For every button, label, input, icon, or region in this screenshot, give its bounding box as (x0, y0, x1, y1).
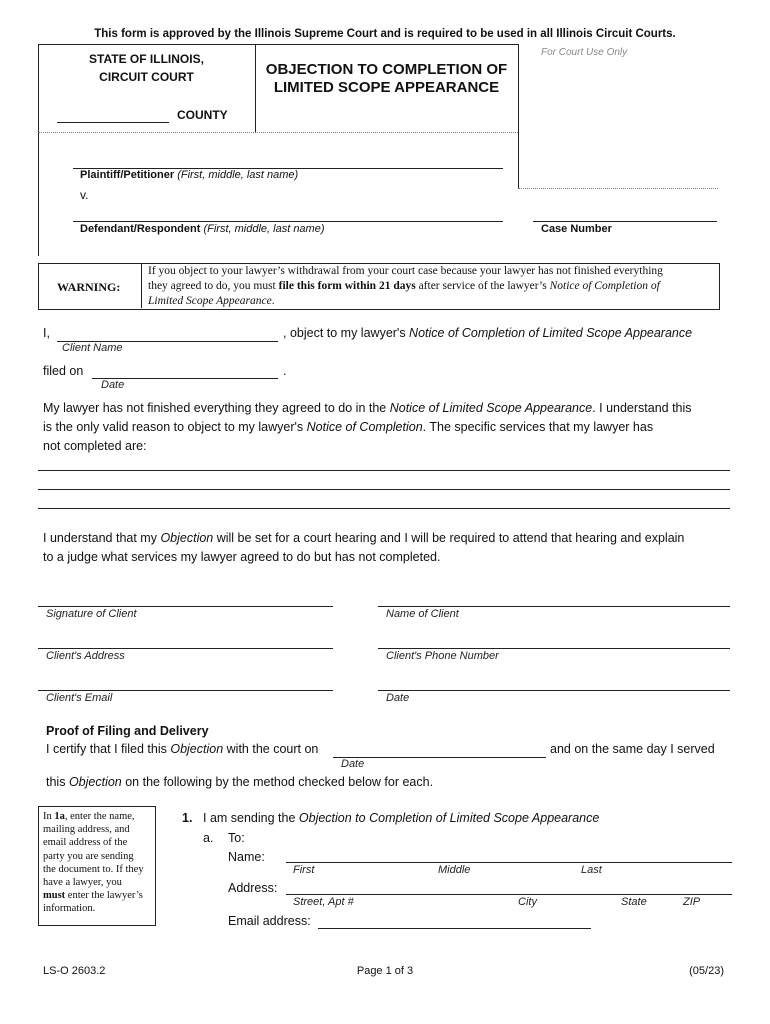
court-label: CIRCUIT COURT (99, 70, 194, 84)
zip-label: ZIP (683, 896, 701, 908)
services-line-3[interactable] (38, 508, 730, 509)
services-line-1[interactable] (38, 470, 730, 471)
signature-label: Signature of Client (46, 608, 137, 620)
form-id: LS-O 2603.2 (43, 965, 106, 977)
services-line-2[interactable] (38, 489, 730, 490)
client-name-label: Client Name (62, 342, 123, 354)
filed-on-label: filed on (43, 364, 84, 378)
sending-text: I am sending the Objection to Completion of Limited Scope Appearance (203, 811, 600, 825)
form-version: (05/23) (689, 965, 724, 977)
item-a-label: a. (203, 831, 214, 845)
page-number: Page 1 of 3 (356, 965, 414, 977)
name-of-client-label: Name of Client (386, 608, 459, 620)
signature-field[interactable] (38, 606, 333, 607)
client-phone-field[interactable] (378, 648, 730, 649)
proof-date-label: Date (341, 758, 365, 770)
item-number-1: 1. (182, 811, 193, 825)
warning-line1: If you object to your lawyer’s withdrawal from your court case because your lawyer has not finished everything (148, 265, 663, 277)
object-text: , object to my lawyer's Notice of Completion of Limited Scope Appearance (283, 326, 693, 340)
case-number-label: Case Number (541, 223, 612, 235)
state-label: State (621, 896, 647, 908)
instructions-box: In 1a, enter the name, mailing address, and email address of the party you are sending the document to. If they have a lawyer, you must enter the lawyer’s information. (38, 806, 156, 926)
client-address-label: Client's Address (46, 650, 125, 662)
form-title-line2: LIMITED SCOPE APPEARANCE (273, 79, 500, 96)
signature-date-label: Date (386, 692, 410, 704)
recipient-address-field[interactable] (286, 894, 732, 895)
para1-line3: not completed are: (43, 439, 147, 453)
county-field[interactable] (57, 122, 169, 123)
to-label: To: (228, 831, 245, 845)
proof-date-field[interactable] (333, 757, 546, 758)
filed-date-label: Date (101, 379, 125, 391)
para1-line1: My lawyer has not finished everything they agreed to do in the Notice of Limited Scope Appearance. I understand this (43, 401, 692, 415)
street-label: Street, Apt # (293, 896, 354, 908)
first-name-label: First (293, 864, 315, 876)
recipient-name-field[interactable] (286, 862, 732, 863)
middle-name-label: Middle (438, 864, 471, 876)
client-address-field[interactable] (38, 648, 333, 649)
para1-line2: is the only valid reason to object to my lawyer's Notice of Completion. The specific services that my lawyer has (43, 420, 654, 434)
para2-line1: I understand that my Objection will be set for a court hearing and I will be required to attend that hearing and explain (43, 531, 685, 545)
client-email-field[interactable] (38, 690, 333, 691)
versus-label: v. (80, 188, 89, 202)
recipient-email-field[interactable] (318, 928, 591, 929)
court-use-label: For Court Use Only (541, 47, 628, 58)
warning-line3: Limited Scope Appearance. (148, 295, 275, 307)
para2-line2: to a judge what services my lawyer agreed to do but has not completed. (43, 550, 441, 564)
plaintiff-label: Plaintiff/Petitioner (First, middle, last name) (80, 169, 299, 181)
client-name-sign-field[interactable] (378, 606, 730, 607)
i-label: I, (43, 326, 50, 340)
filed-period: . (283, 364, 287, 378)
warning-label: WARNING: (57, 280, 121, 294)
defendant-label: Defendant/Respondent (First, middle, last name) (80, 223, 325, 235)
proof-certify: I certify that I filed this Objection with the court on (46, 742, 319, 756)
case-number-field[interactable] (533, 221, 717, 222)
county-label: COUNTY (177, 108, 228, 122)
client-email-label: Client's Email (46, 692, 113, 704)
email-label: Email address: (228, 914, 311, 928)
proof-served: and on the same day I served (550, 742, 715, 756)
defendant-field[interactable] (73, 221, 503, 222)
proof-line2: this Objection on the following by the method checked below for each. (46, 775, 434, 789)
form-title-line1: OBJECTION TO COMPLETION OF (265, 61, 508, 78)
last-name-label: Last (581, 864, 602, 876)
approval-notice: This form is approved by the Illinois Supreme Court and is required to be used in all Illinois Circuit Courts. (94, 28, 676, 40)
client-phone-label: Client's Phone Number (386, 650, 499, 662)
proof-heading: Proof of Filing and Delivery (46, 724, 209, 738)
name-label: Name: (228, 850, 265, 864)
warning-line2: they agreed to do, you must file this form within 21 days after service of the lawyer’s Notice of Completion of (148, 280, 660, 292)
address-label: Address: (228, 881, 278, 895)
signature-date-field[interactable] (378, 690, 730, 691)
state-label: STATE OF ILLINOIS, (89, 52, 204, 66)
city-label: City (518, 896, 537, 908)
